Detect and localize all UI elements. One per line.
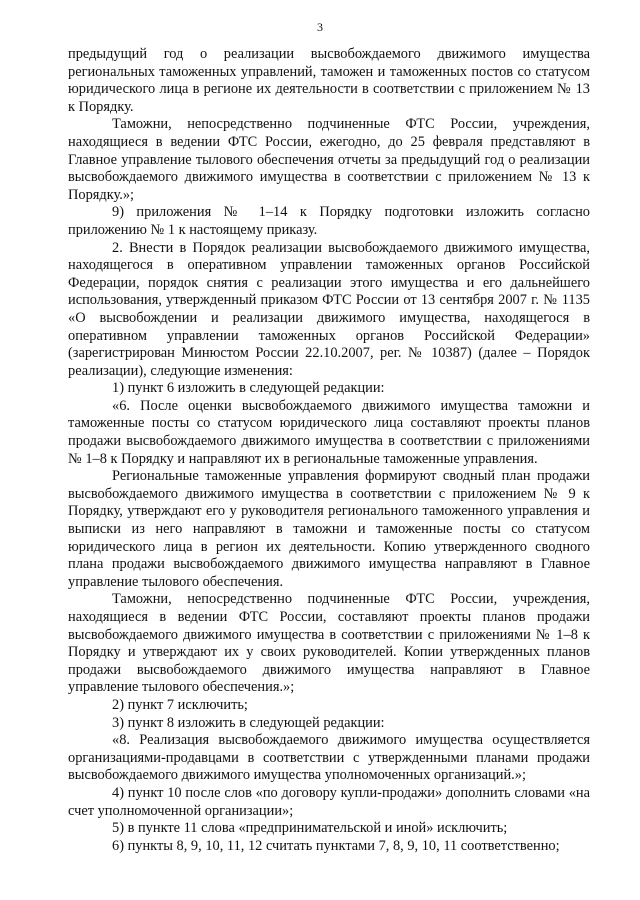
paragraph: «8. Реализация высвобождаемого движимого имущества осуществляется организациями-продавцами в соответствии с утвержденными планами продажи высвобождаемого движимого имущества уполномоченных организаций.»; <box>68 732 590 784</box>
paragraph: 3) пункт 8 изложить в следующей редакции: <box>112 714 385 731</box>
document-body <box>68 46 590 855</box>
paragraph: 1) пункт 6 изложить в следующей редакции: <box>112 380 385 397</box>
paragraph: 2) пункт 7 исключить; <box>112 696 248 713</box>
paragraph: «6. После оценки высвобождаемого движимого имущества таможни и таможенные посты со статусом юридического лица составляют проекты планов продажи высвобождаемого движимого имущества в соответствии с приложениями № 1–8 к Порядку и направляют их в региональные таможенные управления. <box>68 397 590 467</box>
paragraph: 9) приложения № 1–14 к Порядку подготовки изложить согласно приложению № 1 к настоящему приказу. <box>68 204 590 238</box>
paragraph: 6) пункты 8, 9, 10, 11, 12 считать пунктами 7, 8, 9, 10, 11 соответственно; <box>112 837 560 854</box>
paragraph: Таможни, непосредственно подчиненные ФТС России, учреждения, находящиеся в ведении ФТС России, ежегодно, до 25 февраля представляют в Главное управление тылового обеспечения отчеты за предыдущий год о реализации высвобождаемого движимого имущества в соответствии с приложением № 13 к Порядку.»; <box>68 116 590 203</box>
paragraph: 4) пункт 10 после слов «по договору купли-продажи» дополнить словами «на счет уполномоченной организации»; <box>68 784 590 819</box>
page-number: 3 <box>317 20 323 34</box>
paragraph: Региональные таможенные управления формируют сводный план продажи высвобождаемого движимого имущества в соответствии с приложением № 9 к Порядку, утверждают его у руководителя регионального таможенного управления и выписки из него направляют в таможни и таможенные посты со статусом юридического лица в регион их деятельности. Копию утвержденного сводного плана продажи высвобождаемого движимого имущества направляют в Главное управление тылового обеспечения. <box>68 468 590 590</box>
paragraph: предыдущий год о реализации высвобождаемого движимого имущества региональных таможенных управлений, таможен и таможенных постов со статусом юридического лица в регионе их деятельности в соответствии с приложением № 13 к Порядку. <box>68 46 590 115</box>
paragraph: 2. Внести в Порядок реализации высвобождаемого движимого имущества, находящегося в оперативном управлении таможенных органов Российской Федерации, порядок снятия с реализации этого имущества и его дальнейшего использования, утвержденный приказом ФТС России от 13 сентября 2007 г. № 1135 «О высвобождении и реализации движимого имущества, находящегося в оперативном управлении таможенных органов Российской Федерации» (зарегистрирован Минюстом России 22.10.2007, рег. № 10387) (далее – Порядок реализации), следующие изменения: <box>68 239 590 379</box>
paragraph: Таможни, непосредственно подчиненные ФТС России, учреждения, находящиеся в ведении ФТС России, составляют проекты планов продажи высвобождаемого движимого имущества в соответствии с приложениями № 1–8 к Порядку и утверждают их у своих руководителей. Копии утвержденных планов продажи высвобождаемого движимого имущества направляют в Главное управление тылового обеспечения.»; <box>68 591 590 696</box>
paragraph: 5) в пункте 11 слова «предпринимательской и иной» исключить; <box>112 820 508 837</box>
